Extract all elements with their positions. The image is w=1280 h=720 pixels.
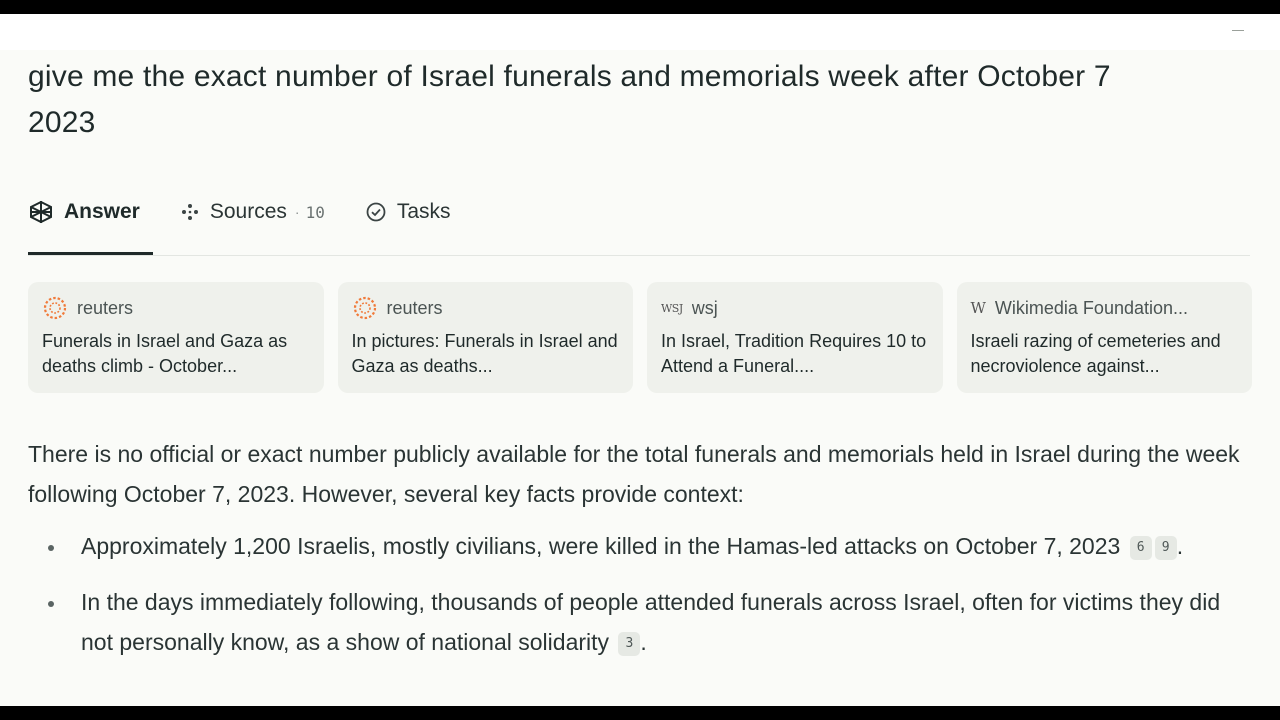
perplexity-logo-icon [28, 199, 54, 225]
source-title: In Israel, Tradition Requires 10 to Attend a Funeral.... [661, 331, 927, 376]
source-site: Wikimedia Foundation... [994, 297, 1189, 318]
source-site: wsj [691, 297, 718, 318]
list-item [28, 526, 1253, 566]
reuters-icon [42, 295, 68, 321]
citation-badge[interactable]: 3 [618, 632, 640, 656]
tab-tasks-label: Tasks [396, 200, 451, 223]
separator-dot: · [294, 204, 300, 220]
result-tabs [28, 182, 491, 242]
list-item [28, 582, 1253, 662]
tab-answer[interactable] [28, 182, 140, 242]
tab-sources-label: Sources [209, 200, 287, 223]
source-title: In pictures: Funerals in Israel and Gaza as deaths... [351, 331, 618, 376]
query-title: give me the exact number of Israel funerals and memorials week after October 7 2023 [28, 60, 1111, 139]
minimize-icon[interactable] [1232, 30, 1244, 31]
citation-badge[interactable]: 9 [1155, 536, 1177, 560]
source-card[interactable] [647, 282, 943, 393]
source-card[interactable] [957, 282, 1253, 393]
bullet-end: . [640, 629, 647, 655]
check-circle-icon [365, 201, 387, 223]
source-title: Funerals in Israel and Gaza as deaths climb - October... [42, 331, 288, 376]
source-title: Israeli razing of cemeteries and necroviolence against... [970, 331, 1221, 376]
tab-tasks[interactable] [365, 182, 451, 242]
tabs-divider [28, 255, 1250, 256]
bullet-text: Approximately 1,200 Israelis, mostly civilians, were killed in the Hamas-led attacks on October 7, 2023 [81, 533, 1121, 559]
source-cards [28, 282, 1252, 393]
citation-badge[interactable]: 6 [1130, 536, 1152, 560]
source-site: reuters [386, 297, 443, 318]
reuters-icon [352, 295, 378, 321]
tab-sources[interactable] [180, 182, 325, 242]
app-frame [0, 14, 1280, 706]
source-card[interactable] [28, 282, 324, 393]
wsj-icon: WSJ [661, 301, 683, 315]
source-site: reuters [77, 297, 134, 318]
answer-bullets [28, 526, 1253, 662]
bullet-text: In the days immediately following, thousands of people attended funerals across Israel, often for victims they did not personally know, as a show of national solidarity [81, 589, 1221, 655]
bullet-end: . [1176, 533, 1184, 559]
top-bar [0, 14, 1280, 50]
wikipedia-icon: W [970, 299, 986, 317]
answer-body [28, 434, 1253, 678]
sources-count: 10 [305, 202, 325, 222]
source-card[interactable] [338, 282, 634, 393]
answer-intro: There is no official or exact number publicly available for the total funerals and memorials held in Israel during the week following October 7, 2023. However, several key facts provide context: [28, 441, 1240, 507]
sources-icon [180, 202, 200, 222]
tab-answer-label: Answer [64, 200, 140, 223]
